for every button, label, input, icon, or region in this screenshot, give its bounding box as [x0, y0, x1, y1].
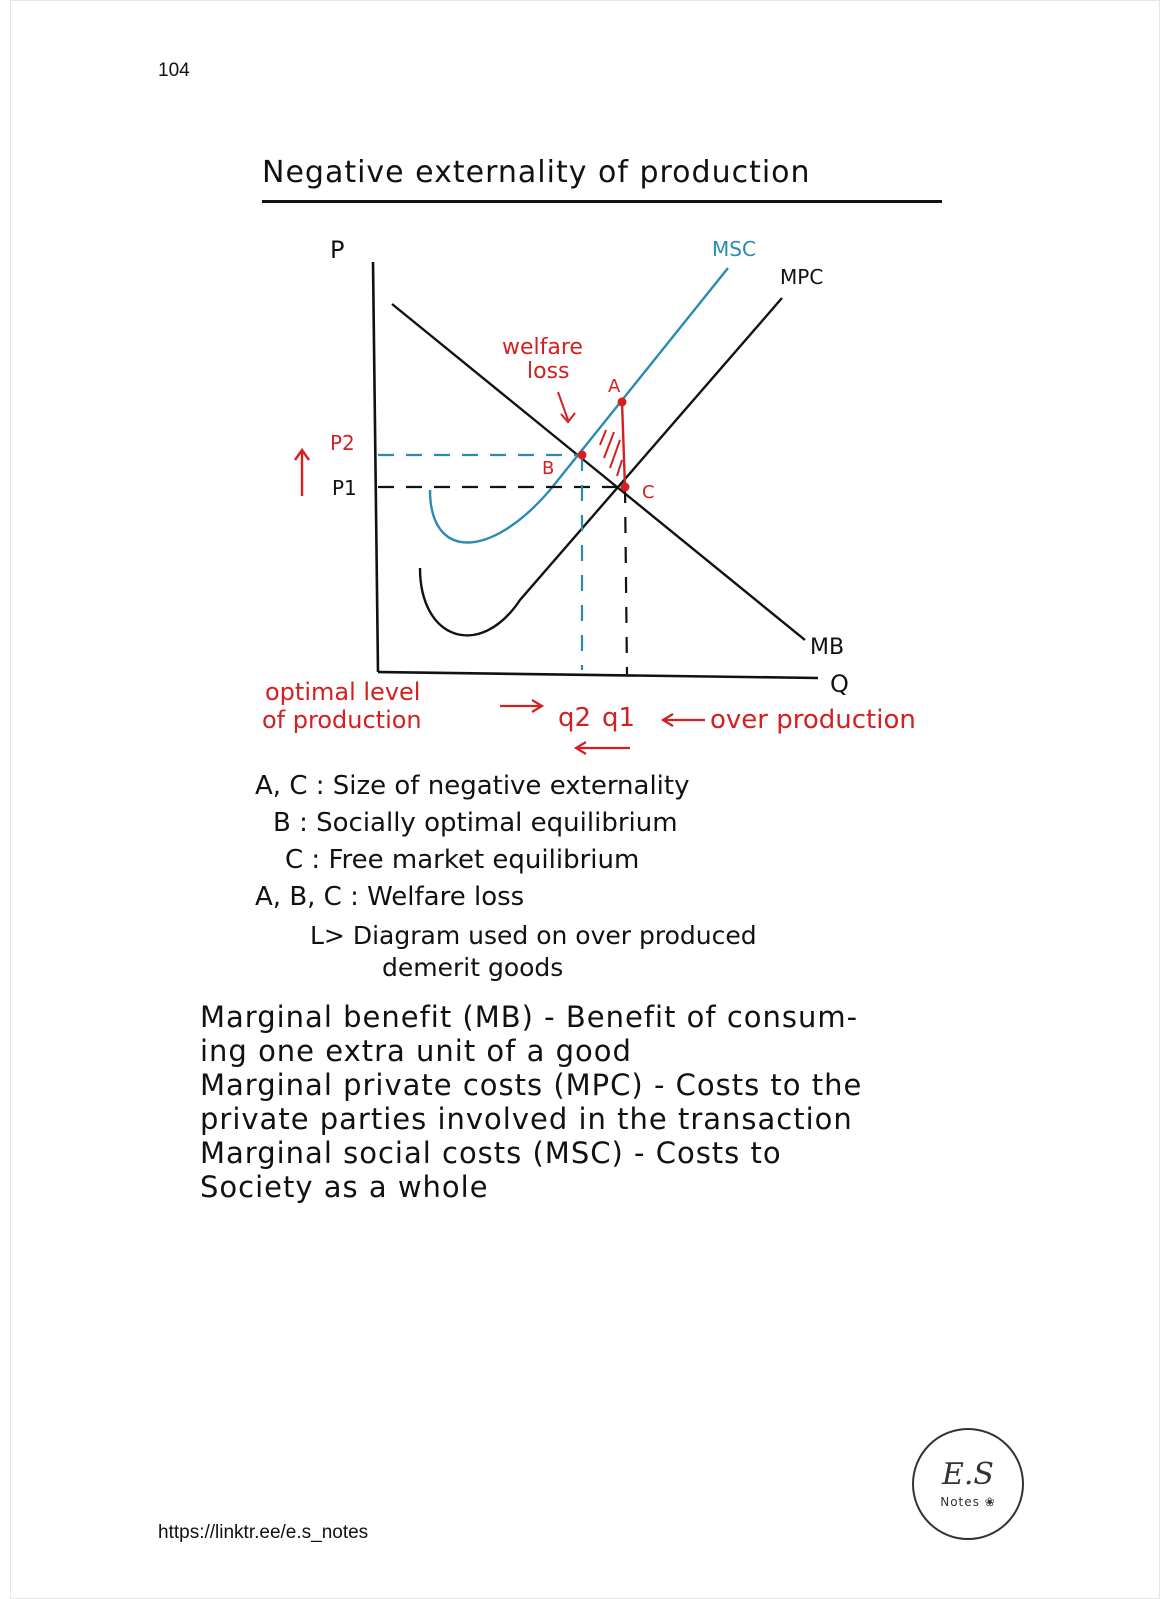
welfare-loss-edge: [622, 402, 625, 487]
welfare-loss-area: [600, 430, 622, 476]
page-number: 104: [158, 60, 190, 81]
optimal-arrow: [500, 700, 542, 712]
welfare-loss-label-1: welfare: [502, 335, 583, 360]
note-b: B : Socially optimal equilibrium: [273, 808, 678, 838]
mpc-curve: [420, 298, 782, 635]
p1-label: P1: [332, 476, 357, 500]
mpc-label: MPC: [780, 265, 824, 289]
q2-label: q2: [558, 703, 592, 733]
subnote-arrow: L>: [310, 921, 345, 950]
point-a-label: A: [608, 376, 621, 397]
point-b-marker: [578, 451, 587, 460]
subnote-line-1: Diagram used on over produced: [352, 921, 757, 950]
logo-text: Notes: [940, 1495, 980, 1509]
mb-label: MB: [810, 635, 845, 660]
msc-curve: [430, 268, 728, 543]
diagram-usage-note: [310, 920, 757, 984]
y-axis: [373, 262, 378, 672]
reduce-quantity-arrow: [576, 742, 630, 754]
document-page: [10, 0, 1160, 1599]
msc-label: MSC: [712, 237, 756, 261]
point-c-label: C: [642, 482, 655, 503]
y-axis-label: P: [330, 236, 345, 264]
subnote-line-2: demerit goods: [382, 953, 564, 982]
welfare-loss-label-2: loss: [527, 359, 570, 384]
over-production-label: over production: [710, 705, 916, 735]
footer-link[interactable]: https://linktr.ee/e.s_notes: [158, 1522, 369, 1543]
definitions: [200, 1000, 1020, 1204]
note-c: C : Free market equilibrium: [285, 845, 640, 875]
definition-line: Marginal social costs (MSC) - Costs to: [200, 1136, 782, 1170]
point-b-label: B: [542, 458, 555, 479]
note-a-c: A, C : Size of negative externality: [255, 771, 690, 801]
page-title: Negative externality of production: [262, 155, 942, 203]
leaf-icon: ❀: [984, 1495, 996, 1509]
logo-initials: E.S: [942, 1457, 994, 1492]
mb-curve: [392, 304, 805, 640]
optimal-label-1: optimal level: [265, 678, 421, 706]
price-rise-arrow: [295, 450, 309, 496]
definition-line: Society as a whole: [200, 1170, 489, 1204]
definition-line: Marginal benefit (MB) - Benefit of consum-: [200, 1000, 859, 1034]
point-a-marker: [618, 398, 627, 407]
q1-guide: [625, 487, 627, 674]
over-production-arrow: [663, 714, 705, 726]
definition-line: ing one extra unit of a good: [200, 1034, 632, 1068]
legend-notes: [255, 768, 875, 916]
definition-line: Marginal private costs (MPC) - Costs to the: [200, 1068, 863, 1102]
p2-label: P2: [330, 431, 355, 455]
x-axis-label: Q: [830, 670, 849, 698]
externality-diagram: [10, 0, 1160, 760]
definition-line: private parties involved in the transaction: [200, 1102, 853, 1136]
x-axis: [378, 672, 818, 678]
welfare-loss-arrow: [558, 392, 575, 422]
q1-label: q1: [602, 703, 636, 733]
note-a-b-c: A, B, C : Welfare loss: [255, 882, 525, 912]
optimal-label-2: of production: [262, 706, 422, 734]
es-notes-logo: [912, 1428, 1024, 1540]
point-c-marker: [621, 483, 630, 492]
